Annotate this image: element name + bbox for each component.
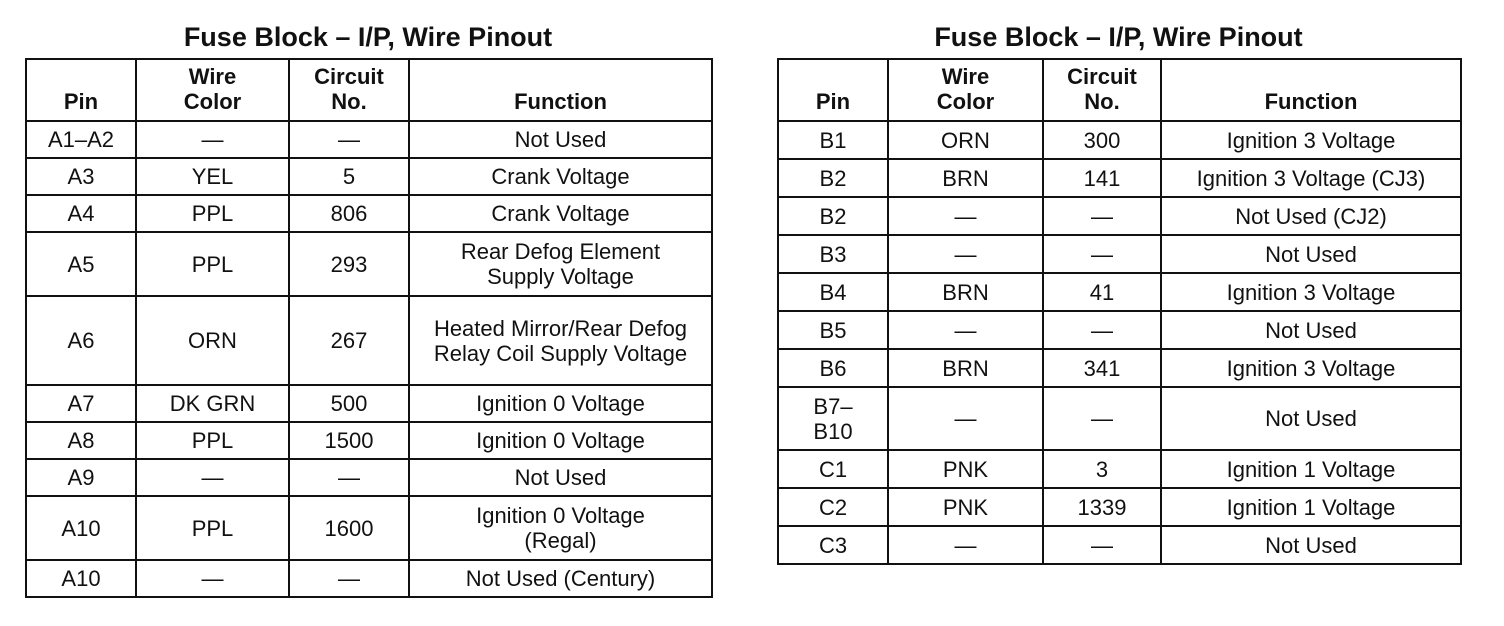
wire-color-cell: — (136, 560, 289, 597)
wire-color-cell: PPL (136, 232, 289, 296)
pin-cell: A9 (26, 459, 136, 496)
circuit-cell: 500 (289, 385, 409, 422)
wire-color-cell: — (888, 235, 1043, 273)
pin-cell: C2 (778, 488, 888, 526)
wire-color-cell: — (888, 526, 1043, 564)
header-function: Function (1161, 59, 1461, 121)
table-row (26, 422, 712, 459)
pin-cell: A3 (26, 158, 136, 195)
wire-color-cell: BRN (888, 159, 1043, 197)
table-row (778, 235, 1461, 273)
circuit-cell: 806 (289, 195, 409, 232)
header-function: Function (409, 59, 712, 121)
circuit-cell: — (1043, 387, 1161, 450)
pin-cell: A10 (26, 560, 136, 597)
table-row (26, 158, 712, 195)
wire-color-cell: PPL (136, 496, 289, 560)
circuit-cell: 293 (289, 232, 409, 296)
wire-color-cell: BRN (888, 273, 1043, 311)
circuit-cell: 300 (1043, 121, 1161, 159)
pin-cell: C1 (778, 450, 888, 488)
function-cell: Not Used (CJ2) (1161, 197, 1461, 235)
pin-cell: A6 (26, 296, 136, 385)
pin-cell: A8 (26, 422, 136, 459)
left-pinout-panel (25, 0, 711, 598)
pin-cell: A5 (26, 232, 136, 296)
wire-color-cell: BRN (888, 349, 1043, 387)
pin-cell: A10 (26, 496, 136, 560)
pin-cell: B5 (778, 311, 888, 349)
table-row (778, 197, 1461, 235)
function-cell: Rear Defog Element Supply Voltage (409, 232, 712, 296)
function-cell: Ignition 1 Voltage (1161, 450, 1461, 488)
circuit-cell: 5 (289, 158, 409, 195)
circuit-cell: 341 (1043, 349, 1161, 387)
table-row (778, 387, 1461, 450)
table-row (26, 121, 712, 158)
right-pinout-panel (777, 0, 1460, 565)
pin-cell: B4 (778, 273, 888, 311)
wire-color-cell: YEL (136, 158, 289, 195)
wire-color-cell: — (888, 197, 1043, 235)
circuit-cell: — (1043, 197, 1161, 235)
function-cell: Ignition 1 Voltage (1161, 488, 1461, 526)
wire-color-cell: — (136, 459, 289, 496)
function-cell: Not Used (Century) (409, 560, 712, 597)
pin-cell: B2 (778, 159, 888, 197)
left-table-title: Fuse Block – I/P, Wire Pinout (183, 22, 553, 52)
wire-color-cell: — (136, 121, 289, 158)
function-cell: Ignition 3 Voltage (1161, 349, 1461, 387)
function-cell: Ignition 3 Voltage (1161, 273, 1461, 311)
function-cell: Not Used (1161, 311, 1461, 349)
wire-color-cell: — (888, 387, 1043, 450)
circuit-cell: 1339 (1043, 488, 1161, 526)
table-row (778, 450, 1461, 488)
function-cell: Not Used (409, 121, 712, 158)
header-circuit-no: Circuit No. (289, 59, 409, 121)
header-pin: Pin (26, 59, 136, 121)
pin-cell: A7 (26, 385, 136, 422)
function-cell: Heated Mirror/Rear Defog Relay Coil Supply Voltage (409, 296, 712, 385)
circuit-cell: 1500 (289, 422, 409, 459)
pin-cell: B3 (778, 235, 888, 273)
table-row (778, 159, 1461, 197)
right-table-title: Fuse Block – I/P, Wire Pinout (934, 22, 1303, 52)
wire-color-cell: PPL (136, 422, 289, 459)
circuit-cell: 41 (1043, 273, 1161, 311)
circuit-cell: — (1043, 526, 1161, 564)
table-row (26, 195, 712, 232)
pin-cell: B1 (778, 121, 888, 159)
table-row (778, 273, 1461, 311)
table-row (26, 296, 712, 385)
wire-color-cell: — (888, 311, 1043, 349)
function-cell: Ignition 3 Voltage (1161, 121, 1461, 159)
wire-color-cell: DK GRN (136, 385, 289, 422)
table-header-row (778, 59, 1461, 121)
function-cell: Ignition 3 Voltage (CJ3) (1161, 159, 1461, 197)
table-row (26, 560, 712, 597)
circuit-cell: 141 (1043, 159, 1161, 197)
pin-cell: C3 (778, 526, 888, 564)
circuit-cell: — (289, 560, 409, 597)
right-pinout-table (777, 58, 1462, 565)
circuit-cell: 3 (1043, 450, 1161, 488)
function-cell: Not Used (409, 459, 712, 496)
table-row (26, 385, 712, 422)
wire-color-cell: PPL (136, 195, 289, 232)
function-cell: Crank Voltage (409, 158, 712, 195)
left-pinout-table (25, 58, 713, 598)
table-row (26, 232, 712, 296)
circuit-cell: — (289, 121, 409, 158)
table-row (26, 496, 712, 560)
table-header-row (26, 59, 712, 121)
circuit-cell: 1600 (289, 496, 409, 560)
header-pin: Pin (778, 59, 888, 121)
table-row (778, 488, 1461, 526)
function-cell: Not Used (1161, 387, 1461, 450)
pin-cell: B6 (778, 349, 888, 387)
wire-color-cell: PNK (888, 488, 1043, 526)
header-wire-color: Wire Color (136, 59, 289, 121)
circuit-cell: — (1043, 235, 1161, 273)
header-wire-color: Wire Color (888, 59, 1043, 121)
function-cell: Ignition 0 Voltage (409, 385, 712, 422)
wire-color-cell: ORN (888, 121, 1043, 159)
pin-cell: B2 (778, 197, 888, 235)
table-row (778, 349, 1461, 387)
function-cell: Crank Voltage (409, 195, 712, 232)
table-row (778, 526, 1461, 564)
function-cell: Ignition 0 Voltage (Regal) (409, 496, 712, 560)
wire-color-cell: ORN (136, 296, 289, 385)
pin-cell: A1–A2 (26, 121, 136, 158)
circuit-cell: — (289, 459, 409, 496)
pin-cell: A4 (26, 195, 136, 232)
table-row (26, 459, 712, 496)
table-row (778, 311, 1461, 349)
function-cell: Ignition 0 Voltage (409, 422, 712, 459)
wire-color-cell: PNK (888, 450, 1043, 488)
function-cell: Not Used (1161, 235, 1461, 273)
circuit-cell: 267 (289, 296, 409, 385)
pin-cell: B7–B10 (778, 387, 888, 450)
circuit-cell: — (1043, 311, 1161, 349)
function-cell: Not Used (1161, 526, 1461, 564)
table-row (778, 121, 1461, 159)
header-circuit-no: Circuit No. (1043, 59, 1161, 121)
